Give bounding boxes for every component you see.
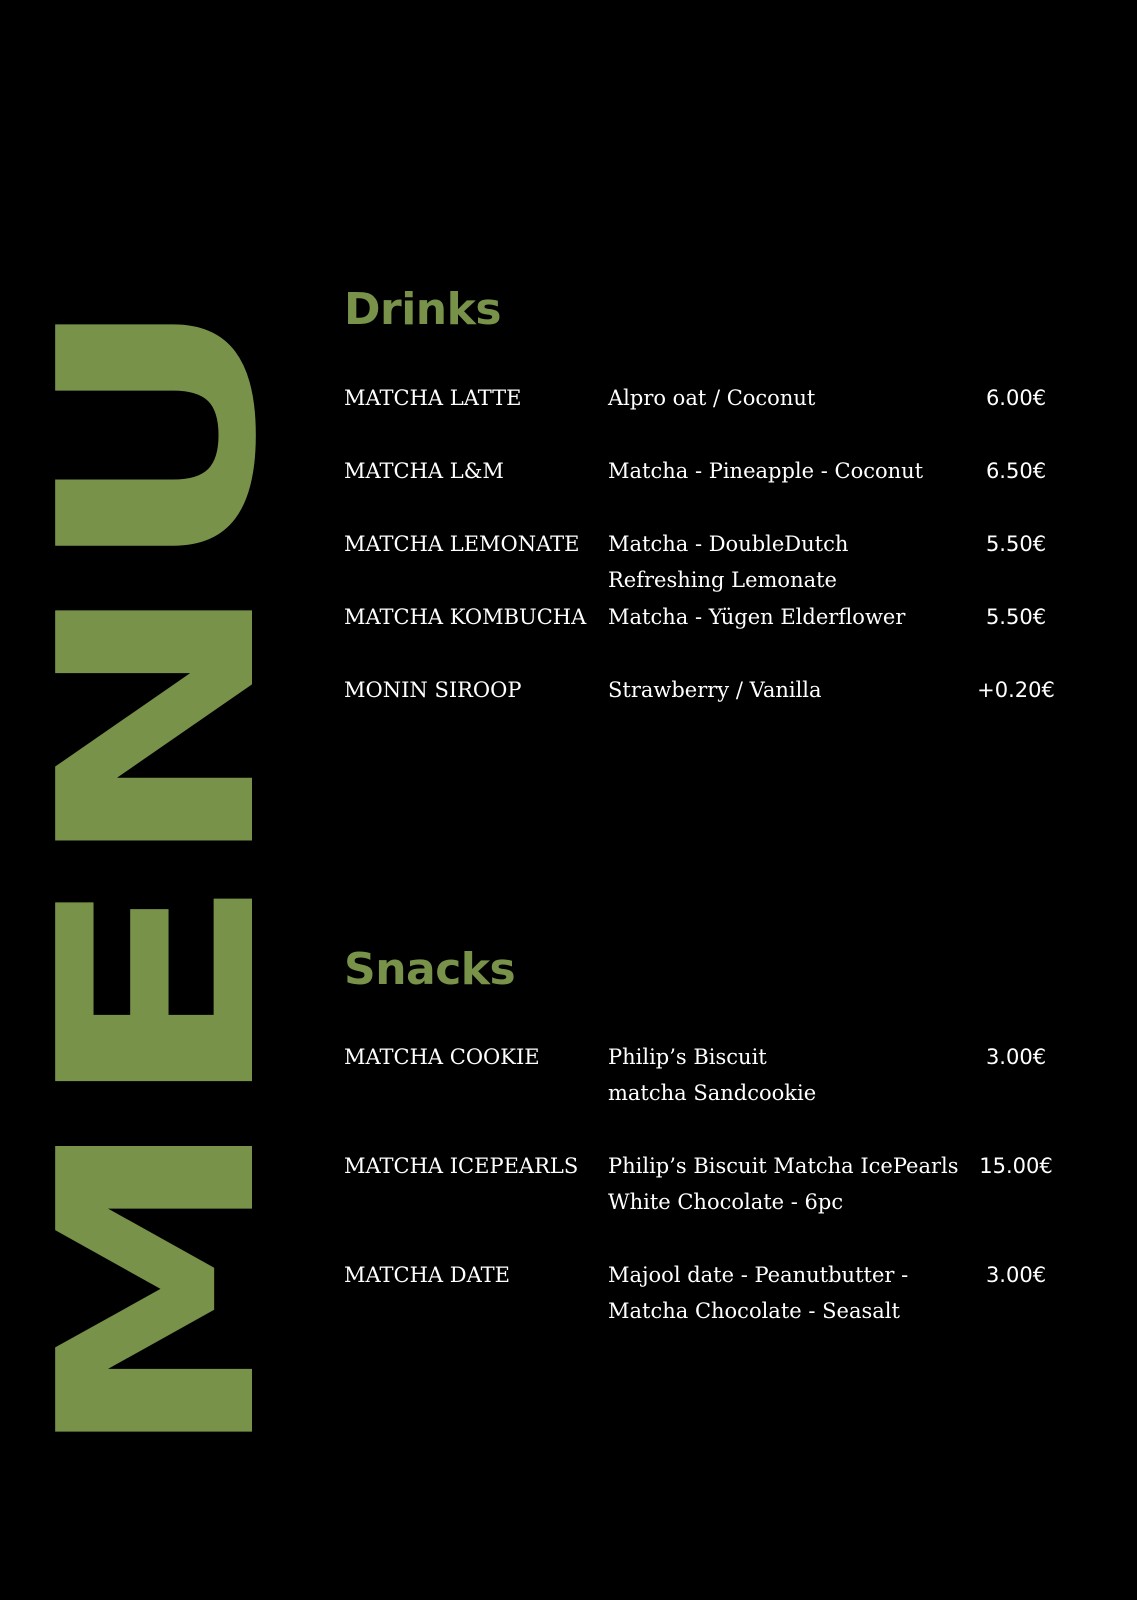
- item-price: 15.00€: [979, 1154, 1053, 1178]
- item-price: +0.20€: [977, 678, 1055, 702]
- item-description: [608, 599, 905, 635]
- item-description-line: Majool date - Peanutbutter -: [608, 1263, 909, 1287]
- item-description-line: White Chocolate - 6pc: [608, 1190, 844, 1214]
- menu-title: [1, 292, 316, 1464]
- item-name: MATCHA DATE: [344, 1263, 510, 1287]
- item-name: MATCHA L&M: [344, 459, 504, 483]
- item-description-line: Matcha - DoubleDutch: [608, 532, 849, 556]
- item-price: 6.50€: [985, 459, 1047, 483]
- item-name: MATCHA ICEPEARLS: [344, 1154, 579, 1178]
- item-description-line: Philip’s Biscuit: [608, 1045, 767, 1069]
- menu-title-graphic: [1, 292, 316, 1464]
- menu-title-text: MENU: [1, 565, 316, 1464]
- item-name: MATCHA LATTE: [344, 386, 522, 410]
- item-description: [608, 1257, 908, 1329]
- menu-item: [344, 1148, 1064, 1228]
- menu-item: [344, 1039, 1064, 1119]
- item-description-line: matcha Sandcookie: [608, 1081, 817, 1105]
- item-price: 5.50€: [985, 532, 1047, 556]
- item-price: 3.00€: [985, 1045, 1047, 1069]
- item-description: [608, 453, 923, 489]
- item-name: MATCHA COOKIE: [344, 1045, 540, 1069]
- menu-item: [344, 672, 1064, 752]
- item-price: 3.00€: [985, 1263, 1047, 1287]
- menu-item: [344, 1257, 1064, 1337]
- item-description-line: Philip’s Biscuit Matcha IcePearls: [608, 1154, 959, 1178]
- item-description: [608, 526, 848, 598]
- item-description: [608, 672, 822, 708]
- item-name: MONIN SIROOP: [344, 678, 522, 702]
- item-description-line: Refreshing Lemonate: [608, 568, 837, 592]
- menu-item: [344, 599, 1064, 679]
- item-name: MATCHA KOMBUCHA: [344, 605, 587, 629]
- item-description: [608, 1148, 959, 1220]
- menu-item: [344, 380, 1064, 460]
- item-price: 5.50€: [985, 605, 1047, 629]
- item-description-line: Alpro oat / Coconut: [608, 386, 816, 410]
- drinks-title: Drinks: [344, 284, 502, 335]
- item-description: [608, 380, 815, 416]
- menu-item: [344, 526, 1064, 606]
- item-description-line: Matcha Chocolate - Seasalt: [608, 1299, 900, 1323]
- menu-item: [344, 453, 1064, 533]
- item-description-line: Strawberry / Vanilla: [608, 678, 822, 702]
- item-description-line: Matcha - Pineapple - Coconut: [608, 459, 924, 483]
- item-description-line: Matcha - Yügen Elderflower: [608, 605, 906, 629]
- item-description: [608, 1039, 816, 1111]
- item-price: 6.00€: [985, 386, 1047, 410]
- snacks-title: Snacks: [344, 944, 516, 995]
- item-name: MATCHA LEMONATE: [344, 532, 580, 556]
